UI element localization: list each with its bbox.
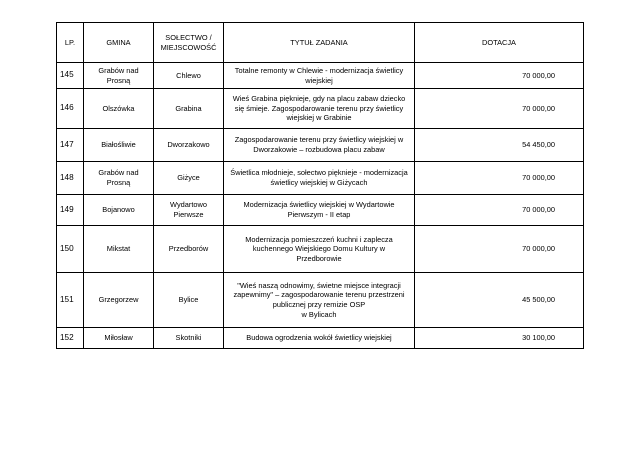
cell-dotacja: [415, 328, 584, 349]
cell-lp: [57, 195, 84, 226]
row-number: 148: [60, 172, 74, 182]
table-row: [57, 273, 584, 328]
gmina-line: Prosną: [106, 178, 131, 187]
tytul-line: świetlicy wiejskiej w Giżycach: [270, 178, 368, 187]
dotacja-amount: 70 000,00: [522, 103, 555, 113]
header-gmina: GMINA: [84, 23, 154, 63]
cell-gmina: [84, 273, 154, 328]
cell-solectwo: [154, 89, 224, 129]
solectwo-line: Dworzakowo: [167, 140, 210, 150]
cell-solectwo: [154, 195, 224, 226]
tytul-line: wiejskiej: [305, 75, 333, 85]
tytul-line: zapewnimy" – zagospodarowanie terenu przestrzeni: [233, 290, 405, 300]
tytul-line: Zagospodarowanie terenu przy świetlicy wiejskiej w: [234, 135, 404, 145]
cell-lp: [57, 63, 84, 89]
cell-tytul: [224, 195, 415, 226]
cell-tytul: [224, 63, 415, 89]
gmina-line: Olszówka: [102, 103, 135, 113]
header-solectwo-line2: MIEJSCOWOŚĆ: [160, 42, 217, 52]
tytul-line: Budowa ogrodzenia wokół świetlicy wiejskiej: [246, 333, 392, 343]
row-number: 152: [60, 332, 74, 342]
cell-tytul: [224, 226, 415, 273]
cell-gmina: [84, 63, 154, 89]
tytul-line: Wieś Grabina pięknieje, gdy na placu zabaw dziecko: [232, 94, 406, 104]
table-row: [57, 328, 584, 349]
table-row: [57, 162, 584, 195]
row-number: 146: [60, 103, 74, 113]
tytul-line: Modernizacja pomieszczeń kuchni i zaplecza: [245, 234, 393, 244]
cell-dotacja: [415, 129, 584, 162]
cell-tytul: [224, 162, 415, 195]
cell-dotacja: [415, 162, 584, 195]
gmina-line: Białośliwie: [101, 140, 136, 150]
tytul-line: publicznej przy remizie OSP: [272, 300, 366, 309]
header-dotacja: DOTACJA: [415, 23, 584, 63]
cell-solectwo: [154, 162, 224, 195]
cell-gmina: [84, 226, 154, 273]
cell-lp: [57, 226, 84, 273]
solectwo-line: Chlewo: [176, 70, 201, 80]
cell-dotacja: [415, 226, 584, 273]
tytul-line: w Bylicach: [301, 309, 337, 319]
header-lp: LP.: [57, 23, 84, 63]
cell-tytul: [224, 129, 415, 162]
header-row: [57, 23, 584, 63]
cell-solectwo: [154, 328, 224, 349]
dotacja-amount: 70 000,00: [522, 205, 555, 215]
cell-dotacja: [415, 273, 584, 328]
tytul-line: Pierwszym - II etap: [287, 210, 351, 219]
gmina-line: Grzegorzew: [98, 295, 139, 305]
solectwo-line: Grabina: [175, 103, 202, 113]
solectwo-line: Przedborów: [168, 244, 209, 254]
cell-tytul: [224, 89, 415, 129]
solectwo-line: Skotniki: [175, 333, 202, 343]
header-solectwo: [154, 23, 224, 63]
cell-lp: [57, 129, 84, 162]
tytul-line: Świetlica młodnieje, sołectwo pięknieje - modernizacja: [230, 168, 408, 178]
row-number: 145: [60, 70, 74, 80]
cell-dotacja: [415, 195, 584, 226]
cell-tytul: [224, 273, 415, 328]
header-tytul: TYTUŁ ZADANIA: [224, 23, 415, 63]
cell-solectwo: [154, 63, 224, 89]
dotacja-amount: 30 100,00: [522, 333, 555, 343]
table-row: [57, 195, 584, 226]
cell-lp: [57, 162, 84, 195]
cell-tytul: [224, 328, 415, 349]
cell-dotacja: [415, 63, 584, 89]
tytul-line: wiejskiej w Grabinie: [286, 113, 352, 123]
cell-lp: [57, 273, 84, 328]
table-row: [57, 129, 584, 162]
solectwo-line: Bylice: [178, 295, 199, 305]
cell-gmina: [84, 328, 154, 349]
table-row: [57, 89, 584, 129]
row-number: 147: [60, 139, 74, 149]
dotacja-amount: 70 000,00: [522, 70, 555, 80]
gmina-line: Grabów nad: [98, 65, 139, 75]
cell-dotacja: [415, 89, 584, 129]
cell-lp: [57, 89, 84, 129]
cell-gmina: [84, 129, 154, 162]
cell-solectwo: [154, 129, 224, 162]
dotacja-amount: 70 000,00: [522, 173, 555, 183]
table-row: [57, 63, 584, 89]
tytul-line: się śmieje. Zagospodarowanie terenu przy świetlicy: [234, 103, 404, 113]
row-number: 149: [60, 204, 74, 214]
cell-lp: [57, 328, 84, 349]
dotacja-amount: 54 450,00: [522, 140, 555, 150]
solectwo-line: Wydartowo: [170, 200, 207, 210]
cell-solectwo: [154, 273, 224, 328]
gmina-line: Prosną: [106, 75, 131, 85]
tytul-line: "Wieś naszą odnowimy, świetne miejsce integracji: [237, 280, 401, 290]
cell-gmina: [84, 162, 154, 195]
table-row: [57, 226, 584, 273]
grants-table: [56, 22, 584, 349]
header-solectwo-line1: SOŁECTWO /: [165, 32, 212, 42]
gmina-line: Grabów nad: [98, 168, 139, 178]
tytul-line: kuchennego Wiejskiego Domu Kultury w: [252, 244, 386, 254]
tytul-line: Dworzakowie – rozbudowa placu zabaw: [253, 145, 385, 154]
cell-gmina: [84, 89, 154, 129]
gmina-line: Bojanowo: [102, 205, 135, 215]
dotacja-amount: 45 500,00: [522, 295, 555, 305]
row-number: 150: [60, 243, 74, 253]
gmina-line: Miłosław: [104, 333, 133, 343]
solectwo-line: Giżyce: [177, 173, 200, 183]
cell-gmina: [84, 195, 154, 226]
tytul-line: Modernizacja świetlicy wiejskiej w Wydartowie: [243, 200, 395, 210]
dotacja-amount: 70 000,00: [522, 244, 555, 254]
gmina-line: Mikstat: [106, 244, 131, 254]
solectwo-line: Pierwsze: [173, 210, 204, 219]
row-number: 151: [60, 294, 74, 304]
tytul-line: Totalne remonty w Chlewie - modernizacja świetlicy: [234, 65, 404, 75]
cell-solectwo: [154, 226, 224, 273]
tytul-line: Przedborowie: [296, 253, 342, 263]
